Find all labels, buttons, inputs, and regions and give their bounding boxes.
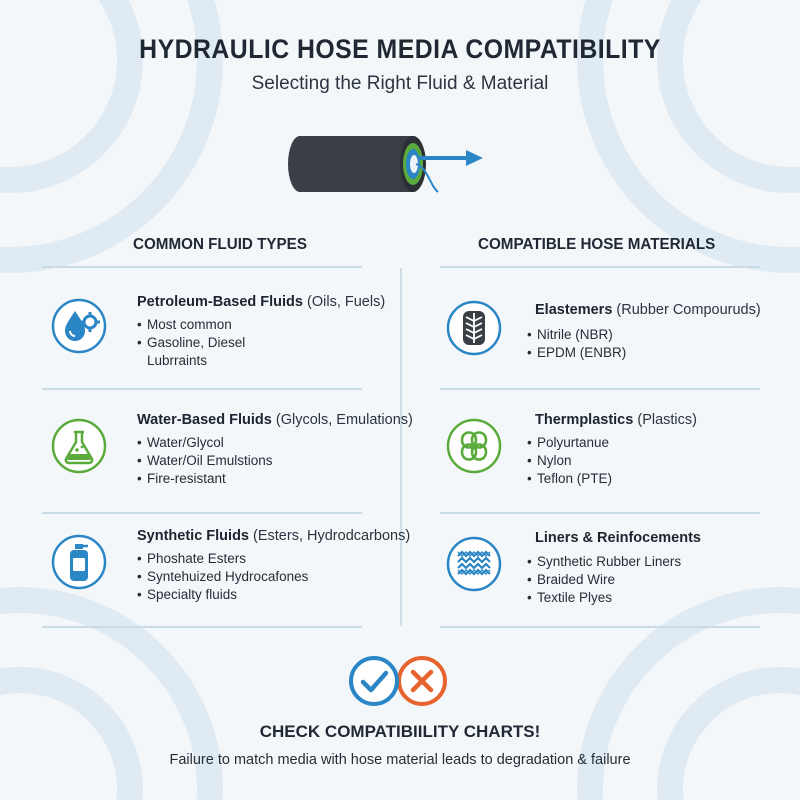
material-name: Thermplastics <box>535 412 634 428</box>
hose-materials-heading: COMPATIBLE HOSE MATERIALS <box>478 236 716 253</box>
material-list <box>527 434 612 488</box>
list-item: • Fire-resistant <box>137 471 226 486</box>
divider <box>42 512 362 514</box>
compatibility-callout-text: Failure to match media with hose material leads to degradation & failure <box>169 752 631 768</box>
fluid-detail: (Glycols, Emulations) <box>275 412 413 428</box>
fluid-list <box>137 434 273 488</box>
fluid-list <box>137 316 245 370</box>
check-cross-icon <box>344 652 456 712</box>
material-card-title <box>535 302 761 318</box>
rubber-tire-icon <box>446 300 502 356</box>
list-item: • Braided Wire <box>527 572 616 587</box>
page-subtitle: Selecting the Right Fluid & Material <box>251 73 549 94</box>
list-item: Lubrraints <box>147 353 208 368</box>
fluid-card-title <box>137 294 385 310</box>
list-item: • Polyurtanue <box>527 435 610 450</box>
divider <box>42 626 362 628</box>
divider <box>42 266 362 268</box>
list-item: • Nitrile (NBR) <box>527 327 613 342</box>
fluid-detail: (Esters, Hydrodcarbons) <box>253 528 411 544</box>
fluid-detail: (Oils, Fuels) <box>307 294 386 310</box>
list-item: • Specialty fluids <box>137 587 238 602</box>
fluid-name: Petroleum-Based Fluids <box>137 294 303 310</box>
list-item: • Textile Plyes <box>527 590 613 605</box>
material-name: Liners & Reinfocements <box>535 530 701 546</box>
divider <box>440 388 760 390</box>
material-card-title <box>535 530 701 546</box>
divider <box>440 512 760 514</box>
oil-drop-gear-icon <box>51 298 107 354</box>
list-item: • Most common <box>137 317 232 332</box>
fluid-name: Synthetic Fluids <box>137 528 249 544</box>
polymer-knot-icon <box>446 418 502 474</box>
list-item: • Water/Glycol <box>137 435 224 450</box>
column-divider <box>400 268 402 626</box>
hose-icon <box>278 128 488 200</box>
divider <box>440 626 760 628</box>
fluid-types-heading: COMMON FLUID TYPES <box>133 236 307 253</box>
material-name: Elastemers <box>535 302 613 318</box>
canister-icon <box>51 534 107 590</box>
material-list <box>527 553 681 607</box>
list-item: • Nylon <box>527 453 572 468</box>
fluid-list <box>137 550 308 604</box>
fluid-card-title <box>137 528 410 544</box>
list-item: • Gasoline, Diesel <box>137 335 246 350</box>
flask-icon <box>51 418 107 474</box>
fluid-card-title <box>137 412 413 428</box>
material-list <box>527 326 626 362</box>
list-item: • Syntehuized Hydrocafones <box>137 569 309 584</box>
compatibility-callout-title: CHECK COMPATIBIILITY CHARTS! <box>259 722 541 741</box>
list-item: • Water/Oil Emulstions <box>137 453 273 468</box>
list-item: • Teflon (PTE) <box>527 471 613 486</box>
list-item: • Phoshate Esters <box>137 551 247 566</box>
list-item: • EPDM (ENBR) <box>527 345 627 360</box>
material-card-title <box>535 412 697 428</box>
material-detail: (Plastics) <box>637 412 697 428</box>
divider <box>440 266 760 268</box>
page-title: HYDRAULIC HOSE MEDIA COMPATIBILITY <box>139 34 661 64</box>
material-detail: (Rubber Compouruds) <box>616 302 761 318</box>
divider <box>42 388 362 390</box>
list-item: • Synthetic Rubber Liners <box>527 554 682 569</box>
braided-weave-icon <box>446 536 502 592</box>
fluid-name: Water-Based Fluids <box>137 412 272 428</box>
